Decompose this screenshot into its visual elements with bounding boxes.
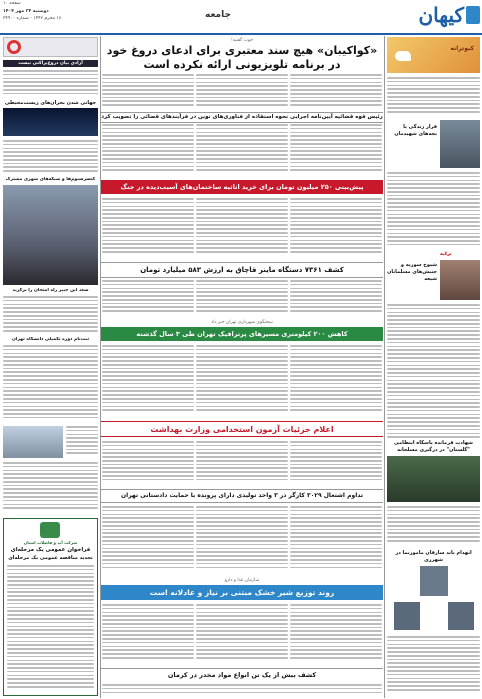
main-headline-1: «کواکیبان» هیچ سند معتبری برای ادعای دروغ خود	[106, 44, 378, 57]
metro-kicker: سخنگوی شهرداری تهران خبر داد	[211, 320, 273, 325]
martyr-caption: شهادت فرمانده پاسگاه انتظامی "گلستان" در درگیری مسلحانه	[394, 440, 473, 453]
header-rule	[0, 33, 482, 35]
left-text-5	[66, 426, 98, 458]
right-text-4	[387, 506, 480, 546]
traffic-text-mid	[196, 345, 288, 417]
family-photo	[440, 120, 480, 168]
main-headline-2: در برنامه تلویزیونی ارائه نکرده است	[143, 58, 341, 71]
left-headline-b: سعد ابن جبیر راه امتحان را برگزید	[12, 288, 89, 293]
miner-text-mid	[196, 280, 288, 316]
left-headline-a: جهانی شدن بحران‌های زیست‌محیطی	[4, 100, 97, 106]
ad-banner-image	[387, 37, 480, 73]
food-kicker: سازمان غذا و دارو	[224, 578, 260, 583]
martyr-photo	[387, 456, 480, 502]
workers-text-left	[102, 506, 194, 574]
tender-ad-box	[3, 518, 98, 696]
teaser-headline-2: شیوخ سوریه و جنبش‌های مسلمانان شیعه	[387, 262, 437, 282]
space-headline: رئیس قوه قضائیه آیین‌نامه اجرایی نحوه استفاده از فناوری‌های نوین در فرآیندهای قضائی را تصویب کرد	[101, 112, 383, 123]
space-text-mid	[196, 124, 288, 174]
issue-date: دوشنبه ۲۴ مهر ۱۴۰۴	[3, 9, 49, 14]
milk-text-mid	[196, 604, 288, 664]
exam-text-left	[102, 441, 194, 485]
page-number: صفحه ۱۰	[3, 1, 21, 6]
health-exam-headline-bar: اعلام جزئیات آزمون استخدامی وزارت بهداشت	[101, 421, 383, 437]
tender-title: فراخوان عمومی یک مرحله‌ای	[10, 547, 91, 553]
left-banner	[3, 37, 98, 57]
dove-icon	[395, 51, 411, 61]
left-text-2	[3, 140, 98, 176]
portrait-photo	[440, 260, 480, 300]
kerman-drug-headline: کشف بیش از یک تن انواع مواد مخدر در کرمان	[101, 668, 383, 682]
teaser-label: ترکیه	[440, 252, 452, 257]
miner-text-right	[290, 280, 382, 316]
kerman-text	[102, 684, 382, 697]
main-text-right	[290, 74, 382, 110]
traffic-headline-bar: کاهش ۲۰۰ کیلومتری مسیرهای پرترافیک تهران طی ۳ سال گذشته	[101, 327, 383, 341]
traffic-text-right	[290, 345, 382, 417]
main-text-mid	[196, 74, 288, 110]
main-kicker: خوب گفتید!	[230, 38, 254, 43]
left-text-3	[3, 296, 98, 336]
miner-text-left	[102, 280, 194, 316]
issue-number: ۱۸ محرم ۱۴۴۷ - شماره ۲۴۹۰۰	[3, 16, 62, 21]
space-text-left	[102, 124, 194, 174]
left-banner-text: آزادی بیان دروغ‌پراکنی نیست	[3, 60, 98, 67]
logo-text: کیهان	[418, 3, 464, 27]
column-rule-right	[384, 36, 385, 698]
team-photo	[3, 426, 63, 458]
miner-headline: کشف ۷۳۶۱ دستگاه ماینر قاچاق به ارزش ۵۸۳ میلیارد تومان	[101, 262, 383, 278]
exam-text-right	[290, 441, 382, 485]
gang-caption: انهدام باند سارقان مأمورنما در شهرری	[395, 550, 472, 563]
logo	[388, 2, 480, 30]
main-text-left	[102, 74, 194, 110]
logo-emblem-icon	[466, 6, 480, 24]
water-company-logo-icon	[40, 522, 60, 538]
header-bar	[0, 0, 482, 34]
protest-photo	[3, 185, 98, 285]
teaser-headline-1: قرار زندگی با بچه‌های شهیدمان	[394, 124, 437, 137]
left-text-1	[3, 70, 98, 100]
banner-ring-icon	[7, 40, 21, 54]
right-text-1	[387, 77, 480, 117]
suspect-photo-2	[394, 602, 420, 630]
suspect-photo-1	[420, 566, 448, 596]
space-text-right	[290, 124, 382, 174]
workers-headline: تداوم اشتغال ۳۰۲۹ کارگر در ۳ واحد تولیدی دارای پرونده با حمایت دادستانی تهران	[101, 489, 383, 503]
planet-photo	[3, 108, 98, 136]
furniture-text-right	[290, 198, 382, 258]
tender-text	[7, 565, 94, 693]
right-text-3	[387, 304, 480, 444]
furniture-text-mid	[196, 198, 288, 258]
right-text-5	[387, 636, 480, 696]
milk-text-right	[290, 604, 382, 664]
ad-banner-title: کبوترانه	[450, 45, 474, 52]
section-title: جامعه	[205, 10, 231, 20]
formula-milk-headline-bar: روند توزیع شیر خشک مبتنی بر نیاز و عادلانه است	[101, 585, 383, 600]
workers-text-right	[290, 506, 382, 574]
left-text-4	[3, 345, 98, 425]
tender-org: شرکت آب و فاضلاب استان	[23, 540, 78, 545]
right-text-2	[387, 172, 480, 252]
workers-text-mid	[196, 506, 288, 574]
furniture-headline-bar: پیش‌بینی ۲۵۰ میلیون تومان برای خرید اثاثیه ساختمان‌های آسیب‌دیده در جنگ	[101, 180, 383, 194]
left-caption-a: کنسرسیوم‌ها و شبکه‌های شهری مشترک	[5, 177, 96, 182]
milk-text-left	[102, 604, 194, 664]
traffic-text-left	[102, 345, 194, 417]
furniture-text-left	[102, 198, 194, 258]
exam-text-mid	[196, 441, 288, 485]
tender-subtitle: تجدید مناقصه عمومی یک مرحله‌ای	[8, 555, 93, 561]
left-headline-c: ثبت‌نام دوره تکمیلی دانشگاه تهران	[11, 337, 90, 342]
left-text-6	[3, 462, 98, 514]
suspect-photo-3	[448, 602, 474, 630]
